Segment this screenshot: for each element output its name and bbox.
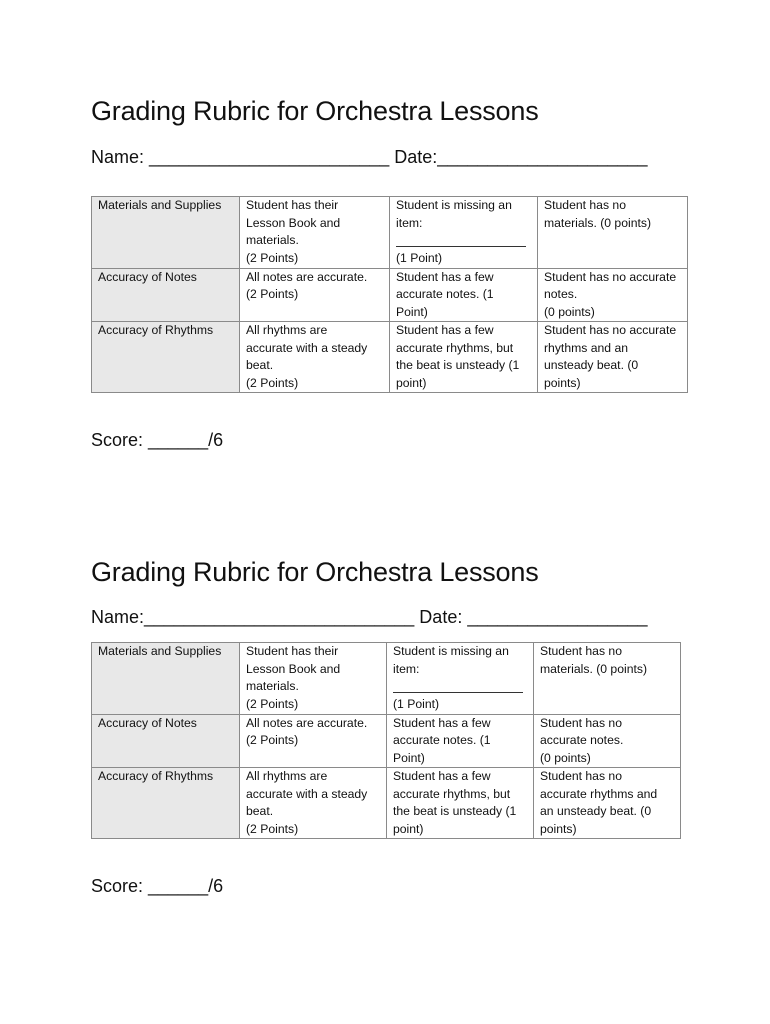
category-cell: Accuracy of Rhythms bbox=[92, 322, 240, 393]
criteria-cell-0pts: Student has no accurate rhythms and an unsteady beat. (0 points) bbox=[538, 322, 688, 393]
category-cell: Accuracy of Notes bbox=[92, 268, 240, 322]
criteria-cell-1pt bbox=[387, 643, 534, 715]
category-cell: Materials and Supplies bbox=[92, 643, 240, 715]
blank-line bbox=[396, 232, 526, 247]
criteria-cell-2pts: Student has their Lesson Book and materials. (2 Points) bbox=[240, 643, 387, 715]
table-row bbox=[92, 322, 688, 393]
criteria-cell-0pts: Student has no materials. (0 points) bbox=[538, 197, 688, 269]
criteria-cell-2pts: All rhythms are accurate with a steady beat. (2 Points) bbox=[240, 768, 387, 839]
criteria-cell-0pts: Student has no accurate notes. (0 points) bbox=[538, 268, 688, 322]
table-row bbox=[92, 768, 681, 839]
blank-line bbox=[393, 678, 523, 693]
table-row bbox=[92, 714, 681, 768]
criteria-points: (1 Point) bbox=[393, 697, 440, 711]
rubric-table bbox=[91, 196, 688, 393]
criteria-cell-2pts: Student has their Lesson Book and materials. (2 Points) bbox=[240, 197, 390, 269]
criteria-cell-1pt: Student has a few accurate rhythms, but the beat is unsteady (1 point) bbox=[387, 768, 534, 839]
rubric-title: Grading Rubric for Orchestra Lessons bbox=[91, 557, 539, 587]
criteria-text: Student is missing an item: bbox=[396, 198, 512, 230]
criteria-cell-1pt bbox=[390, 197, 538, 269]
name-date-line: Name:___________________________ Date: __________________ bbox=[91, 607, 648, 627]
criteria-cell-2pts: All notes are accurate. (2 Points) bbox=[240, 268, 390, 322]
criteria-cell-1pt: Student has a few accurate rhythms, but the beat is unsteady (1 point) bbox=[390, 322, 538, 393]
criteria-cell-0pts: Student has no materials. (0 points) bbox=[534, 643, 681, 715]
score-line: Score: ______/6 bbox=[91, 876, 224, 896]
table-row bbox=[92, 268, 688, 322]
criteria-text: Student is missing an item: bbox=[393, 644, 509, 676]
table-row bbox=[92, 197, 688, 269]
category-cell: Materials and Supplies bbox=[92, 197, 240, 269]
criteria-cell-2pts: All rhythms are accurate with a steady beat. (2 Points) bbox=[240, 322, 390, 393]
criteria-cell-1pt: Student has a few accurate notes. (1 Point) bbox=[390, 268, 538, 322]
criteria-cell-1pt: Student has a few accurate notes. (1 Point) bbox=[387, 714, 534, 768]
category-cell: Accuracy of Rhythms bbox=[92, 768, 240, 839]
rubric-table bbox=[91, 642, 681, 839]
rubric-title: Grading Rubric for Orchestra Lessons bbox=[91, 96, 539, 126]
name-date-line: Name: ________________________ Date:_____________________ bbox=[91, 147, 648, 167]
criteria-cell-0pts: Student has no accurate notes. (0 points) bbox=[534, 714, 681, 768]
criteria-cell-2pts: All notes are accurate. (2 Points) bbox=[240, 714, 387, 768]
criteria-cell-0pts: Student has no accurate rhythms and an unsteady beat. (0 points) bbox=[534, 768, 681, 839]
table-row bbox=[92, 643, 681, 715]
criteria-points: (1 Point) bbox=[396, 251, 443, 265]
score-line: Score: ______/6 bbox=[91, 430, 224, 450]
category-cell: Accuracy of Notes bbox=[92, 714, 240, 768]
